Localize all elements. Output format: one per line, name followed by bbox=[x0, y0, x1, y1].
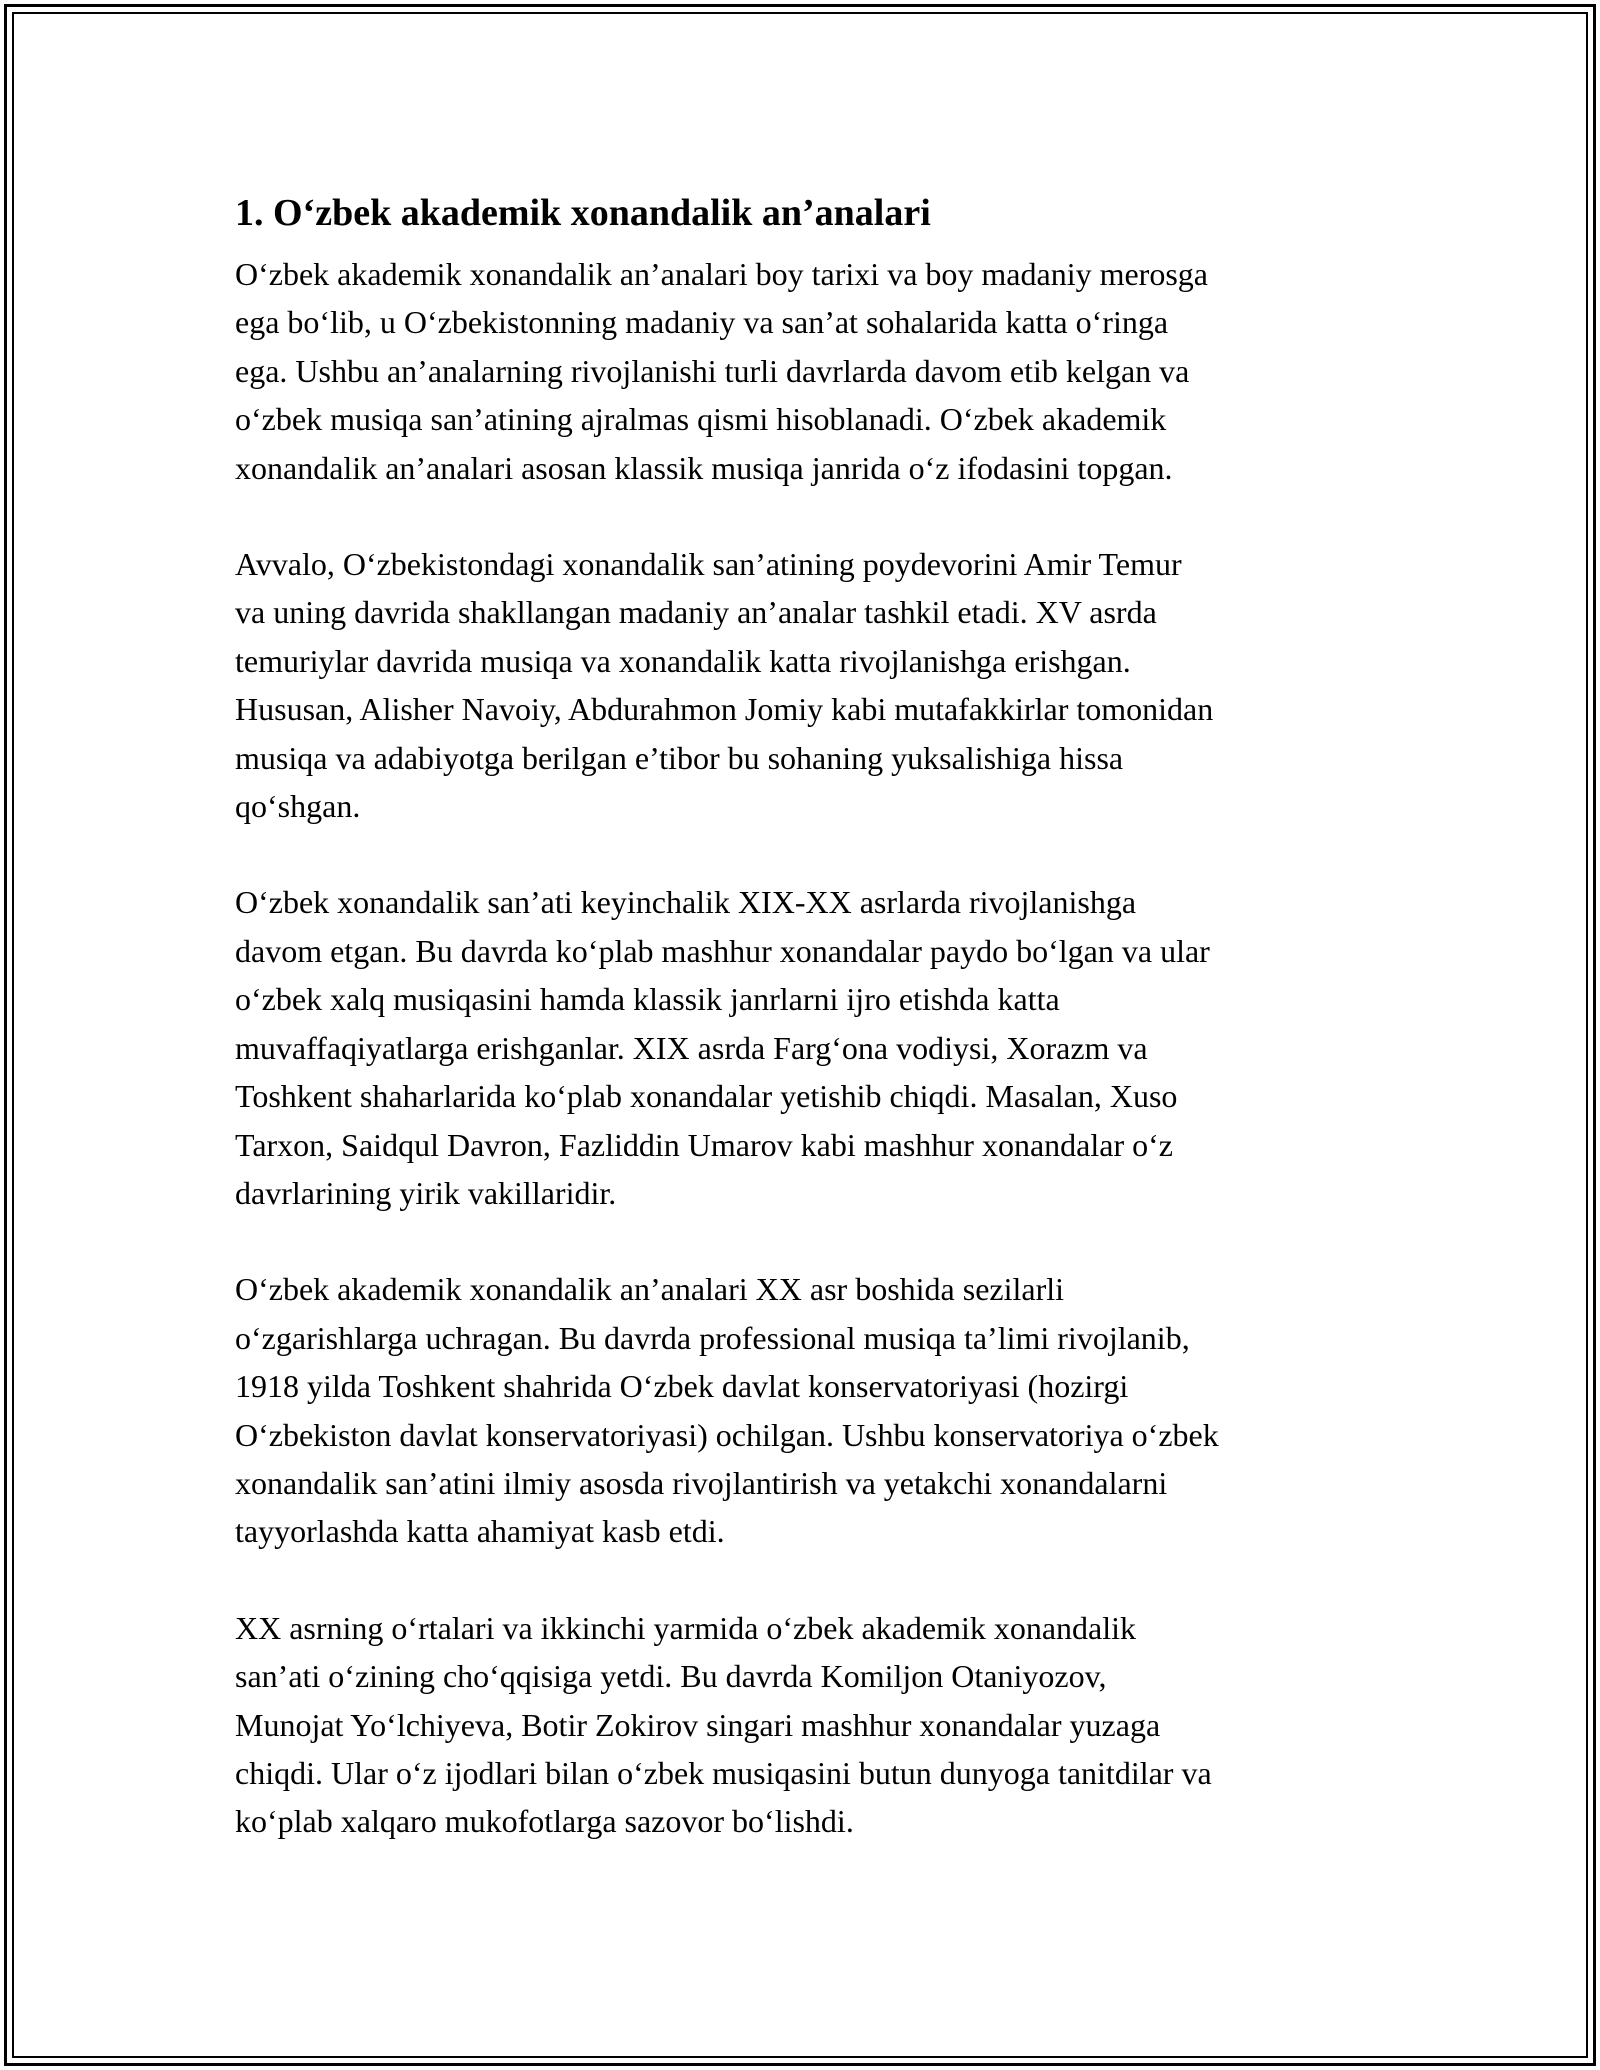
paragraph-line: O‘zbek akademik xonandalik an’analari XX asr boshida sezilarli bbox=[235, 1271, 1065, 1308]
paragraph-line: O‘zbek akademik xonandalik an’analari boy tarixi va boy madaniy merosga bbox=[235, 256, 1208, 292]
paragraph-line: xonandalik an’analari asosan klassik musiqa janrida o‘z ifodasini topgan. bbox=[235, 449, 1173, 486]
paragraph-line: o‘zbek musiqa san’atining ajralmas qismi hisoblanadi. O‘zbek akademik bbox=[235, 401, 1167, 438]
paragraph-line: muvaffaqiyatlarga erishganlar. XIX asrda Farg‘ona vodiysi, Xorazm va bbox=[235, 1029, 1148, 1066]
document-body bbox=[235, 186, 1385, 1894]
section-heading: 1. O‘zbek akademik xonandalik an’analari bbox=[235, 192, 931, 234]
paragraph-line: davom etgan. Bu davrda ko‘plab mashhur xonandalar paydo bo‘lgan va ular bbox=[235, 932, 1210, 969]
paragraph-line: XX asrning o‘rtalari va ikkinchi yarmida o‘zbek akademik xonandalik bbox=[235, 1609, 1137, 1646]
paragraph-line: davrlarining yirik vakillaridir. bbox=[235, 1174, 617, 1211]
paragraph-line: ega. Ushbu an’analarning rivojlanishi turli davrlarda davom etib kelgan va bbox=[235, 352, 1190, 389]
paragraph-line: xonandalik san’atini ilmiy asosda rivojlantirish va yetakchi xonandalarni bbox=[235, 1464, 1168, 1501]
paragraph-5 bbox=[235, 1604, 1385, 1846]
paragraph-line: Toshkent shaharlarida ko‘plab xonandalar yetishib chiqdi. Masalan, Xuso bbox=[235, 1078, 1178, 1115]
paragraph-line: Tarxon, Saidqul Davron, Fazliddin Umarov kabi mashhur xonandalar o‘z bbox=[235, 1126, 1173, 1163]
paragraph-line: o‘zbek xalq musiqasini hamda klassik janrlarni ijro etishda katta bbox=[235, 981, 1060, 1018]
paragraph-line: Hususan, Alisher Navoiy, Abdurahmon Jomiy kabi mutafakkirlar tomonidan bbox=[235, 691, 1214, 728]
paragraph-line: Munojat Yo‘lchiyeva, Botir Zokirov singari mashhur xonandalar yuzaga bbox=[235, 1706, 1161, 1743]
paragraph-line: ega bo‘lib, u O‘zbekistonning madaniy va san’at sohalarida katta o‘ringa bbox=[235, 304, 1169, 341]
paragraph-4 bbox=[235, 1265, 1385, 1555]
paragraph-line: Avvalo, O‘zbekistondagi xonandalik san’atining poydevorini Amir Temur bbox=[235, 546, 1182, 583]
paragraph-line: O‘zbek xonandalik san’ati keyinchalik XIX-XX asrlarda rivojlanishga bbox=[235, 884, 1137, 921]
paragraph-line: qo‘shgan. bbox=[235, 788, 361, 825]
paragraph-line: tayyorlashda katta ahamiyat kasb etdi. bbox=[235, 1513, 725, 1550]
paragraph-line: O‘zbekiston davlat konservatoriyasi) ochilgan. Ushbu konservatoriya o‘zbek bbox=[235, 1416, 1219, 1453]
paragraph-line: musiqa va adabiyotga berilgan e’tibor bu sohaning yuksalishiga hissa bbox=[235, 739, 1124, 776]
paragraph-line: san’ati o‘zining cho‘qqisiga yetdi. Bu davrda Komiljon Otaniyozov, bbox=[235, 1658, 1107, 1695]
paragraph-2 bbox=[235, 540, 1385, 830]
paragraph-line: va uning davrida shakllangan madaniy an’analar tashkil etadi. XV asrda bbox=[235, 594, 1157, 631]
paragraph-line: chiqdi. Ular o‘z ijodlari bilan o‘zbek musiqasini butun dunyoga tanitdilar va bbox=[235, 1754, 1212, 1791]
paragraph-line: o‘zgarishlarga uchragan. Bu davrda professional musiqa ta’limi rivojlanib, bbox=[235, 1319, 1190, 1356]
paragraph-line: 1918 yilda Toshkent shahrida O‘zbek davlat konservatoriyasi (hozirgi bbox=[235, 1368, 1129, 1405]
paragraph-1 bbox=[235, 250, 1385, 492]
paragraph-line: temuriylar davrida musiqa va xonandalik katta rivojlanishga erishgan. bbox=[235, 642, 1131, 679]
paragraph-line: ko‘plab xalqaro mukofotlarga sazovor bo‘lishdi. bbox=[235, 1803, 854, 1840]
paragraph-3 bbox=[235, 878, 1385, 1217]
paragraph-list bbox=[235, 250, 1385, 1846]
